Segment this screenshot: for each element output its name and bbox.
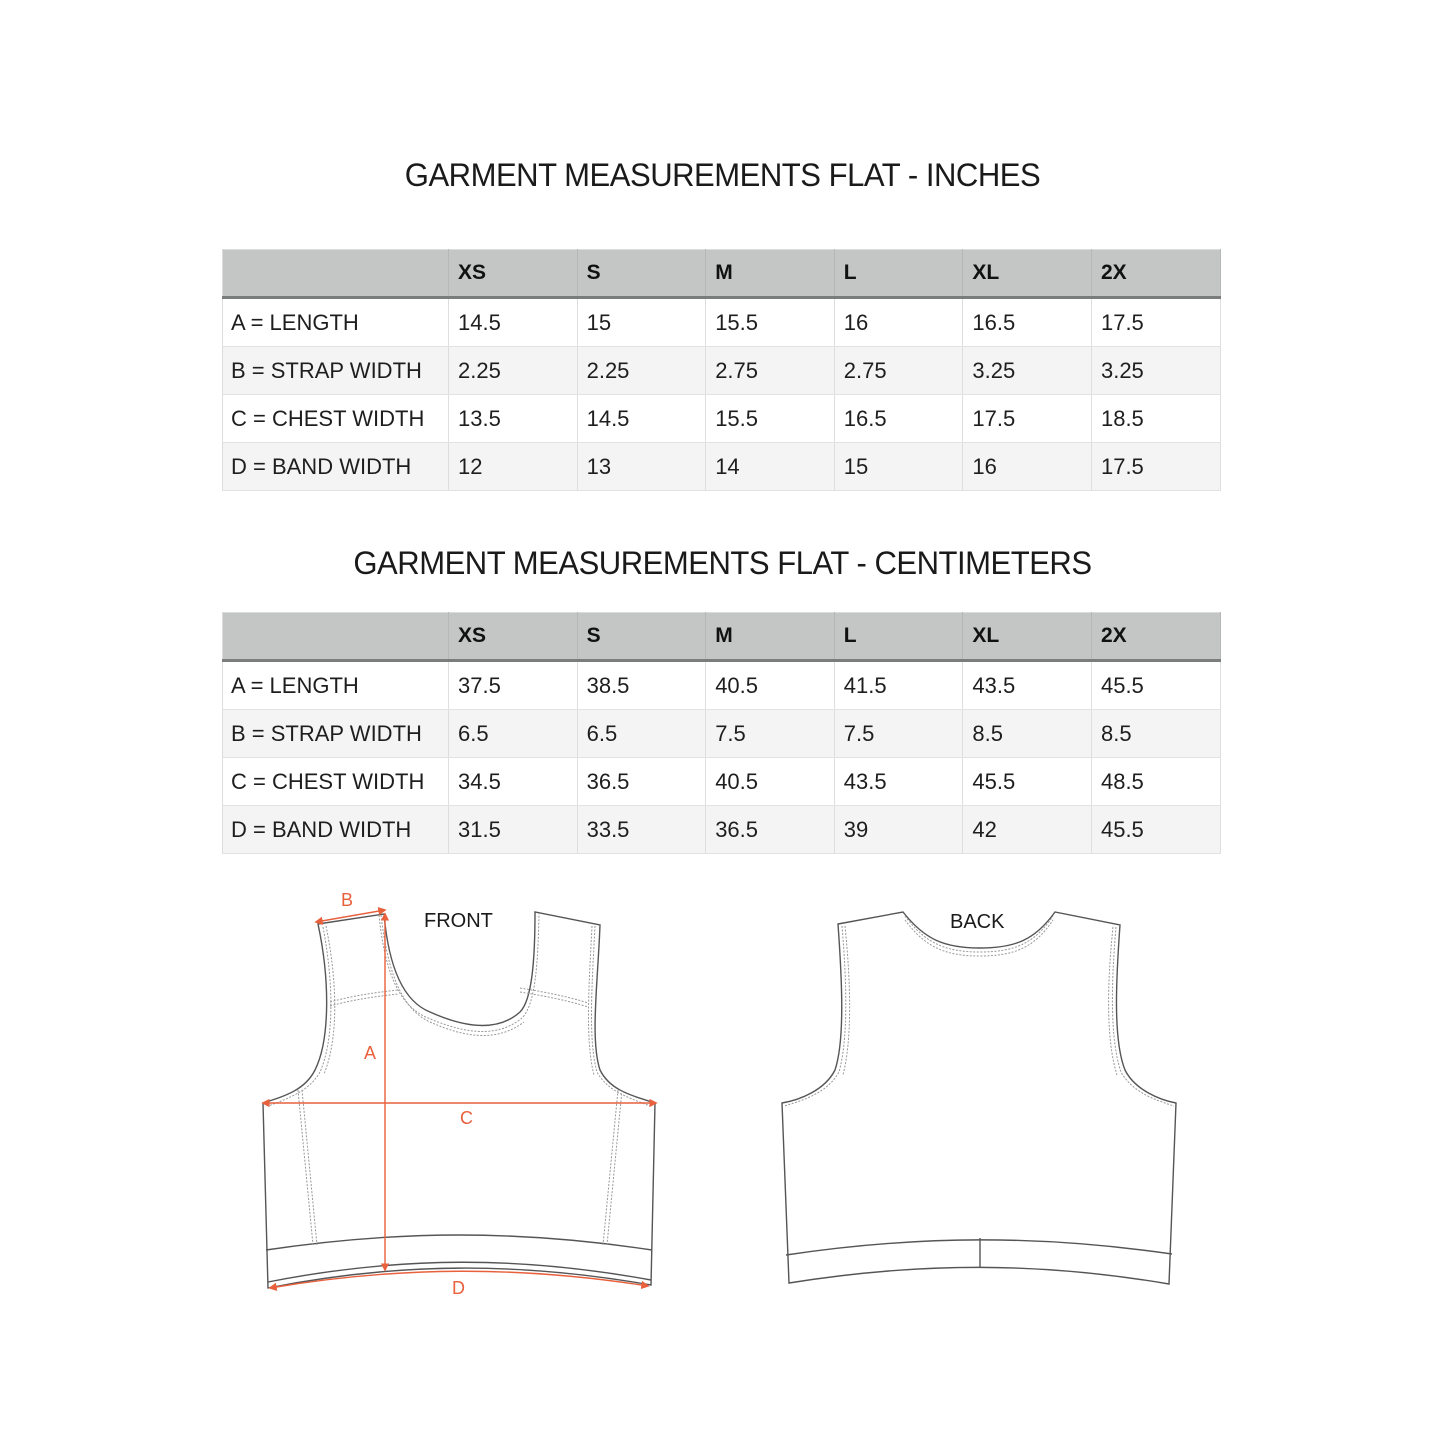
- cell: 41.5: [834, 661, 963, 710]
- front-garment-outline: [263, 912, 655, 1288]
- cell: 40.5: [706, 661, 835, 710]
- cell: 36.5: [577, 758, 706, 806]
- cell: 31.5: [449, 806, 578, 854]
- cell: 16.5: [963, 298, 1092, 347]
- row-label: A = LENGTH: [223, 298, 449, 347]
- measure-c-label: C: [460, 1108, 473, 1128]
- cell: 6.5: [449, 710, 578, 758]
- header-cell-m: M: [706, 613, 835, 661]
- back-label: BACK: [950, 911, 1005, 933]
- inches-table-title: GARMENT MEASUREMENTS FLAT - INCHES: [404, 157, 1041, 193]
- cell: 37.5: [449, 661, 578, 710]
- cell: 36.5: [706, 806, 835, 854]
- cell: 15: [834, 443, 963, 491]
- header-cell-xs: XS: [449, 250, 578, 298]
- cell: 34.5: [449, 758, 578, 806]
- cell: 48.5: [1091, 758, 1220, 806]
- cell: 2.25: [449, 347, 578, 395]
- cell: 13.5: [449, 395, 578, 443]
- cell: 40.5: [706, 758, 835, 806]
- header-cell-l: L: [834, 250, 963, 298]
- cell: 6.5: [577, 710, 706, 758]
- cell: 3.25: [1091, 347, 1220, 395]
- cell: 14: [706, 443, 835, 491]
- cell: 16: [834, 298, 963, 347]
- front-label: FRONT: [424, 910, 493, 932]
- row-label: C = CHEST WIDTH: [223, 395, 449, 443]
- cell: 43.5: [963, 661, 1092, 710]
- cell: 16: [963, 443, 1092, 491]
- row-label: B = STRAP WIDTH: [223, 347, 449, 395]
- header-cell-2x: 2X: [1091, 613, 1220, 661]
- cell: 33.5: [577, 806, 706, 854]
- cell: 8.5: [1091, 710, 1220, 758]
- cell: 45.5: [1091, 806, 1220, 854]
- header-cell-xl: XL: [963, 250, 1092, 298]
- cell: 38.5: [577, 661, 706, 710]
- cell: 14.5: [449, 298, 578, 347]
- cell: 14.5: [577, 395, 706, 443]
- row-label: B = STRAP WIDTH: [223, 710, 449, 758]
- measure-d-label: D: [452, 1278, 465, 1298]
- cell: 39: [834, 806, 963, 854]
- row-label: D = BAND WIDTH: [223, 806, 449, 854]
- cell: 7.5: [834, 710, 963, 758]
- cell: 17.5: [963, 395, 1092, 443]
- cell: 2.75: [834, 347, 963, 395]
- cell: 2.25: [577, 347, 706, 395]
- cell: 43.5: [834, 758, 963, 806]
- back-garment-outline: [782, 912, 1176, 1284]
- cell: 18.5: [1091, 395, 1220, 443]
- cell: 15.5: [706, 395, 835, 443]
- measure-a-label: A: [364, 1043, 377, 1063]
- cell: 7.5: [706, 710, 835, 758]
- cell: 16.5: [834, 395, 963, 443]
- cell: 15: [577, 298, 706, 347]
- header-cell-s: S: [577, 250, 706, 298]
- measure-b-label: B: [341, 890, 354, 910]
- cell: 8.5: [963, 710, 1092, 758]
- cell: 17.5: [1091, 443, 1220, 491]
- centimeters-table-title: GARMENT MEASUREMENTS FLAT - CENTIMETERS: [353, 545, 1092, 581]
- header-cell-xs: XS: [449, 613, 578, 661]
- header-cell-l: L: [834, 613, 963, 661]
- cell: 42: [963, 806, 1092, 854]
- header-cell-s: S: [577, 613, 706, 661]
- header-cell-m: M: [706, 250, 835, 298]
- header-cell-xl: XL: [963, 613, 1092, 661]
- cell: 45.5: [963, 758, 1092, 806]
- cell: 2.75: [706, 347, 835, 395]
- back-stitching: [784, 916, 1174, 1106]
- row-label: A = LENGTH: [223, 661, 449, 710]
- cell: 3.25: [963, 347, 1092, 395]
- cell: 13: [577, 443, 706, 491]
- cell: 45.5: [1091, 661, 1220, 710]
- row-label: D = BAND WIDTH: [223, 443, 449, 491]
- cell: 12: [449, 443, 578, 491]
- row-label: C = CHEST WIDTH: [223, 758, 449, 806]
- front-stitching: [268, 913, 650, 1245]
- cell: 15.5: [706, 298, 835, 347]
- cell: 17.5: [1091, 298, 1220, 347]
- header-cell-2x: 2X: [1091, 250, 1220, 298]
